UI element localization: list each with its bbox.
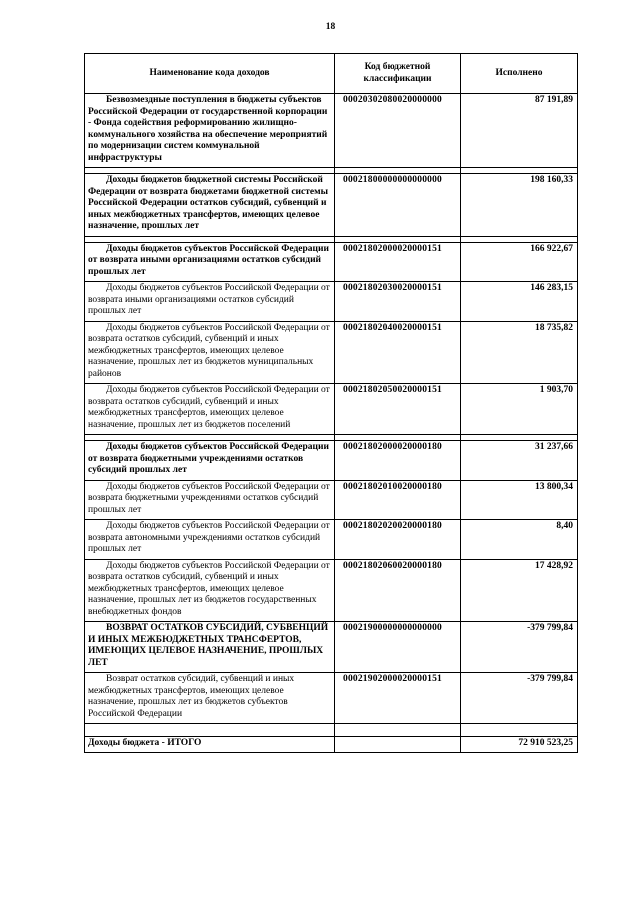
executed-value-cell: 18 735,82 — [461, 321, 578, 384]
executed-value-cell: -379 799,84 — [461, 673, 578, 724]
table-row — [85, 282, 578, 322]
budget-code-cell: 00021900000000000000 — [335, 622, 461, 673]
table-row — [85, 520, 578, 560]
table-row — [85, 559, 578, 622]
budget-code-cell: 00021802030020000151 — [335, 282, 461, 322]
spacer-row — [85, 724, 578, 737]
income-name-cell: Доходы бюджетов субъектов Российской Федерации от возврата автономными учреждениями остатков субсидий прошлых лет — [85, 520, 335, 560]
table-row — [85, 622, 578, 673]
budget-code-cell: 00020302080020000000 — [335, 94, 461, 168]
budget-code-cell: 00021902000020000151 — [335, 673, 461, 724]
executed-value-cell: 17 428,92 — [461, 559, 578, 622]
budget-code-cell: 00021802000020000151 — [335, 242, 461, 282]
income-name-cell: Доходы бюджетов бюджетной системы Российской Федерации от возврата бюджетами бюджетной системы Российской Федерации остатков субсидий, субвенций и иных межбюджетных трансфертов, имеющих целевое назначение, прошлых лет — [85, 174, 335, 237]
income-name-cell: Доходы бюджетов субъектов Российской Федерации от возврата остатков субсидий, субвенций и иных межбюджетных трансфертов, имеющих целевое назначение, прошлых лет из бюджетов государственных внебюджетных фондов — [85, 559, 335, 622]
total-value-cell: 72 910 523,25 — [461, 737, 578, 753]
budget-code-cell: 00021802020020000180 — [335, 520, 461, 560]
page-number: 18 — [325, 22, 336, 32]
income-name-cell: Доходы бюджетов субъектов Российской Федерации от возврата бюджетными учреждениями остатков субсидий прошлых лет — [85, 441, 335, 481]
header-executed: Исполнено — [461, 54, 578, 94]
table-header — [85, 54, 578, 94]
executed-value-cell: 166 922,67 — [461, 242, 578, 282]
budget-code-cell: 00021802040020000151 — [335, 321, 461, 384]
table-row — [85, 441, 578, 481]
income-name-cell: Доходы бюджетов субъектов Российской Федерации от возврата иными организациями остатков субсидий прошлых лет — [85, 242, 335, 282]
budget-code-cell: 00021800000000000000 — [335, 174, 461, 237]
table-row — [85, 673, 578, 724]
income-name-cell: Безвозмездные поступления в бюджеты субъектов Российской Федерации от государственной корпорации - Фонда содействия реформированию жилищно-коммунального хозяйства на обеспечение мероприятий по модернизации систем коммунальной инфраструктуры — [85, 94, 335, 168]
budget-code-cell: 00021802060020000180 — [335, 559, 461, 622]
budget-code-cell: 00021802050020000151 — [335, 384, 461, 435]
header-row — [85, 54, 578, 94]
income-name-cell: Доходы бюджетов субъектов Российской Федерации от возврата бюджетными учреждениями остатков субсидий прошлых лет — [85, 480, 335, 520]
executed-value-cell: 8,40 — [461, 520, 578, 560]
header-budget-code: Код бюджетной классификации — [335, 54, 461, 94]
total-label-cell: Доходы бюджета - ИТОГО — [85, 737, 335, 753]
executed-value-cell: 87 191,89 — [461, 94, 578, 168]
income-name-cell: Доходы бюджетов субъектов Российской Федерации от возврата остатков субсидий, субвенций и иных межбюджетных трансфертов, имеющих целевое назначение, прошлых лет из бюджетов муниципальных районов — [85, 321, 335, 384]
table-row — [85, 94, 578, 168]
total-row — [85, 737, 578, 753]
income-name-cell: Доходы бюджетов субъектов Российской Федерации от возврата иными организациями остатков субсидий прошлых лет — [85, 282, 335, 322]
table-row — [85, 321, 578, 384]
table-row — [85, 384, 578, 435]
table-row — [85, 242, 578, 282]
table-body — [85, 94, 578, 753]
spacer-cell — [461, 724, 578, 737]
executed-value-cell: 31 237,66 — [461, 441, 578, 481]
income-name-cell: Доходы бюджетов субъектов Российской Федерации от возврата остатков субсидий, субвенций и иных межбюджетных трансфертов, имеющих целевое назначение, прошлых лет из бюджетов поселений — [85, 384, 335, 435]
spacer-cell — [335, 724, 461, 737]
table-row — [85, 480, 578, 520]
table-row — [85, 174, 578, 237]
budget-table — [84, 53, 578, 753]
income-name-cell: Возврат остатков субсидий, субвенций и иных межбюджетных трансфертов, имеющих целевое назначение, прошлых лет из бюджетов субъектов Российской Федерации — [85, 673, 335, 724]
budget-code-cell: 00021802010020000180 — [335, 480, 461, 520]
executed-value-cell: 146 283,15 — [461, 282, 578, 322]
spacer-cell — [85, 724, 335, 737]
executed-value-cell: 1 903,70 — [461, 384, 578, 435]
income-name-cell: ВОЗВРАТ ОСТАТКОВ СУБСИДИЙ, СУБВЕНЦИЙ И ИНЫХ МЕЖБЮДЖЕТНЫХ ТРАНСФЕРТОВ, ИМЕЮЩИХ ЦЕЛЕВОЕ НАЗНАЧЕНИЕ, ПРОШЛЫХ ЛЕТ — [85, 622, 335, 673]
executed-value-cell: 198 160,33 — [461, 174, 578, 237]
budget-code-cell: 00021802000020000180 — [335, 441, 461, 481]
executed-value-cell: -379 799,84 — [461, 622, 578, 673]
header-income-name: Наименование кода доходов — [85, 54, 335, 94]
total-code-cell — [335, 737, 461, 753]
executed-value-cell: 13 800,34 — [461, 480, 578, 520]
